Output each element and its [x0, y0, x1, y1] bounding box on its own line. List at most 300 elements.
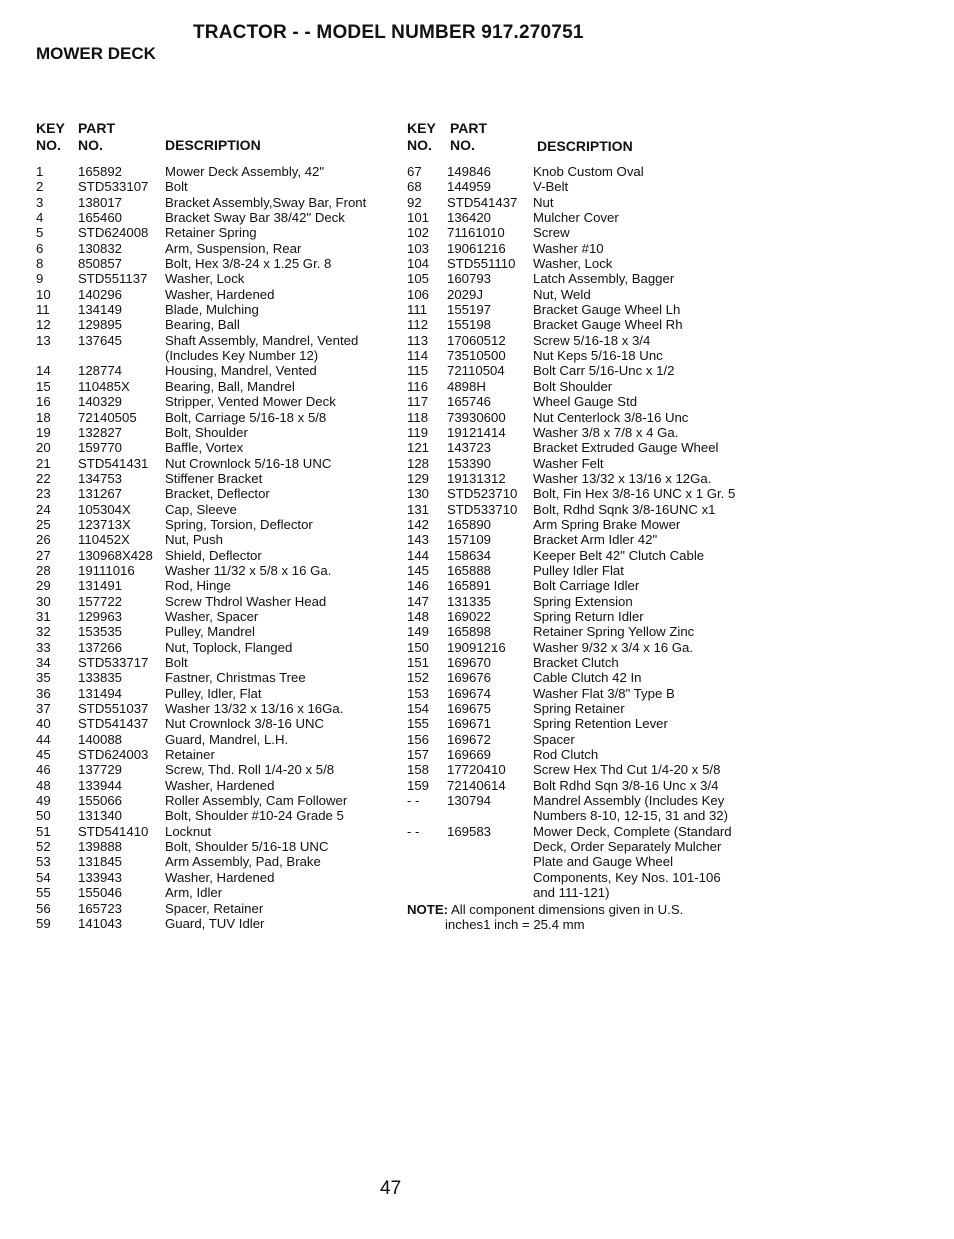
part-description: Bolt, Shoulder #10-24 Grade 5 [165, 808, 344, 824]
key-number: 153 [407, 685, 430, 701]
part-description: Washer, Lock [533, 256, 613, 272]
parts-row [36, 732, 396, 747]
key-number: 50 [36, 808, 51, 824]
key-number: 142 [407, 516, 430, 532]
key-number: 130 [407, 486, 430, 502]
parts-row [36, 440, 396, 455]
part-description: Spring Extension [533, 593, 633, 609]
part-description: Rod Clutch [533, 747, 599, 763]
parts-row [36, 287, 396, 302]
part-description: Mower Deck Assembly, 42" [165, 164, 325, 179]
key-number: 121 [407, 440, 430, 456]
parts-row [407, 195, 757, 210]
parts-row [407, 793, 757, 808]
parts-row [36, 317, 396, 332]
part-number: 169022 [447, 608, 492, 624]
part-description: Housing, Mandrel, Vented [165, 363, 317, 379]
key-number: 3 [36, 194, 44, 210]
key-number: 33 [36, 639, 51, 655]
parts-row [407, 348, 757, 363]
parts-row [407, 686, 757, 701]
part-number: STD551110 [447, 256, 516, 272]
parts-row [407, 716, 757, 731]
key-number: 13 [36, 332, 51, 348]
part-description: Guard, TUV Idler [165, 915, 265, 931]
part-number: 128774 [78, 363, 123, 379]
parts-row [407, 425, 757, 440]
key-number: 128 [407, 455, 430, 471]
key-number: 55 [36, 885, 51, 901]
part-description: Arm, Idler [165, 885, 223, 901]
part-number: 165460 [78, 210, 123, 226]
parts-row [36, 363, 396, 378]
key-number: 16 [36, 394, 51, 410]
parts-row [36, 333, 396, 348]
part-number: 72110504 [447, 363, 505, 379]
parts-row [407, 808, 757, 823]
key-number: 31 [36, 608, 51, 624]
part-number: 131335 [447, 593, 492, 609]
part-description: Numbers 8-10, 12-15, 31 and 32) [533, 808, 728, 824]
part-number: 131340 [78, 808, 123, 824]
header-key: KEY [36, 120, 65, 136]
parts-row [407, 701, 757, 716]
part-number: 165892 [78, 164, 123, 179]
part-description: Stripper, Vented Mower Deck [165, 394, 336, 410]
part-description: Pulley, Mandrel [165, 624, 255, 640]
key-number: 148 [407, 608, 430, 624]
part-description: Nut [533, 194, 554, 210]
part-number: 133943 [78, 869, 123, 885]
key-number: 117 [407, 394, 429, 410]
key-number: - - [407, 793, 420, 809]
part-number: 160793 [447, 271, 492, 287]
part-number: 19111016 [78, 562, 135, 578]
parts-row [36, 854, 396, 869]
key-number: 36 [36, 685, 51, 701]
parts-row [36, 793, 396, 808]
part-number: 155198 [447, 317, 492, 333]
key-number: 147 [407, 593, 430, 609]
parts-row [407, 532, 757, 547]
part-description: Bracket Sway Bar 38/42" Deck [165, 210, 345, 226]
parts-row [36, 701, 396, 716]
part-description: Bracket Arm Idler 42" [533, 532, 658, 548]
part-description: Mandrel Assembly (Includes Key [533, 793, 725, 809]
key-number: 6 [36, 240, 44, 256]
parts-row [407, 870, 757, 885]
part-number: 159770 [78, 440, 123, 456]
part-description: Shield, Deflector [165, 547, 262, 563]
part-description: Bolt Rdhd Sqn 3/8-16 Unc x 3/4 [533, 777, 719, 793]
part-description: Components, Key Nos. 101-106 [533, 869, 721, 885]
part-description: Screw Thdrol Washer Head [165, 593, 327, 609]
key-number: 18 [36, 409, 51, 425]
part-description: Spacer, Retainer [165, 900, 264, 916]
parts-row [36, 379, 396, 394]
part-description: Washer 13/32 x 13/16 x 12Ga. [533, 470, 712, 486]
part-number: 169675 [447, 701, 492, 717]
parts-row [36, 302, 396, 317]
part-description: Washer, Spacer [165, 608, 259, 624]
key-number: 32 [36, 624, 51, 640]
part-number: 169672 [447, 731, 492, 747]
part-number: 19091216 [447, 639, 506, 655]
part-description: Stiffener Bracket [165, 470, 263, 486]
part-number: 19061216 [447, 240, 506, 256]
part-number: 73930600 [447, 409, 506, 425]
part-number: 123713X [78, 516, 131, 532]
key-number: 37 [36, 701, 51, 717]
parts-row [407, 410, 757, 425]
parts-row [36, 655, 396, 670]
part-description: Roller Assembly, Cam Follower [165, 793, 348, 809]
part-description: Bolt, Fin Hex 3/8-16 UNC x 1 Gr. 5 [533, 486, 736, 502]
parts-row [407, 594, 757, 609]
part-description: Washer 13/32 x 13/16 x 16Ga. [165, 701, 344, 717]
part-number: 129963 [78, 608, 123, 624]
header-part-no-right: NO. [450, 137, 475, 153]
key-number: 116 [407, 378, 429, 394]
key-number: 54 [36, 869, 51, 885]
key-number: 44 [36, 731, 51, 747]
parts-row [36, 901, 396, 916]
part-number: 165723 [78, 900, 123, 916]
part-number: 136420 [447, 210, 492, 226]
key-number: 5 [36, 225, 44, 241]
key-number: 157 [407, 747, 430, 763]
part-description: Rod, Hinge [165, 578, 231, 594]
parts-row [407, 854, 757, 869]
parts-row [407, 563, 757, 578]
part-description: Screw 5/16-18 x 3/4 [533, 332, 651, 348]
parts-row [36, 686, 396, 701]
part-description: Washer #10 [533, 240, 604, 256]
key-number: 159 [407, 777, 430, 793]
parts-row [407, 486, 757, 501]
parts-row [407, 548, 757, 563]
key-number: 45 [36, 747, 51, 763]
parts-row [407, 363, 757, 378]
part-description: Bracket, Deflector [165, 486, 270, 502]
header-part-no: NO. [78, 137, 103, 153]
part-description: Locknut [165, 823, 212, 839]
parts-row [407, 302, 757, 317]
parts-row [36, 640, 396, 655]
part-description: Nut, Weld [533, 286, 591, 302]
key-number: 131 [407, 501, 430, 517]
part-number: 155197 [447, 302, 492, 318]
parts-row [407, 164, 757, 179]
part-description: Mower Deck, Complete (Standard [533, 823, 732, 839]
part-number: 73510500 [447, 348, 506, 364]
key-number: 23 [36, 486, 51, 502]
parts-row [36, 824, 396, 839]
part-number: 19121414 [447, 424, 506, 440]
part-description: Washer 9/32 x 3/4 x 16 Ga. [533, 639, 694, 655]
key-number: 24 [36, 501, 51, 517]
part-description: Bolt Carr 5/16-Unc x 1/2 [533, 363, 675, 379]
key-number: 144 [407, 547, 430, 563]
part-number: 157109 [447, 532, 492, 548]
key-number: 52 [36, 839, 51, 855]
key-number: 29 [36, 578, 51, 594]
parts-row [36, 548, 396, 563]
part-description: Bracket Clutch [533, 655, 619, 670]
part-description: Washer, Hardened [165, 286, 275, 302]
part-number: 169674 [447, 685, 492, 701]
parts-row [36, 870, 396, 885]
parts-row [36, 916, 396, 931]
key-number: 115 [407, 363, 429, 379]
parts-row [36, 241, 396, 256]
part-description: Guard, Mandrel, L.H. [165, 731, 289, 747]
key-number: 112 [407, 317, 429, 333]
part-number: 138017 [78, 194, 123, 210]
part-description: Retainer [165, 747, 215, 763]
key-number: 11 [36, 302, 50, 318]
part-description: Retainer Spring [165, 225, 257, 241]
part-number: 72140505 [78, 409, 137, 425]
part-description: Deck, Order Separately Mulcher [533, 839, 722, 855]
part-number: 165746 [447, 394, 492, 410]
key-number: 4 [36, 210, 44, 226]
part-description: Nut, Toplock, Flanged [165, 639, 293, 655]
part-description: Arm, Suspension, Rear [165, 240, 302, 256]
part-number: STD551037 [78, 701, 149, 717]
part-description: Nut Crownlock 3/8-16 UNC [165, 716, 325, 732]
parts-row [36, 624, 396, 639]
part-description: Shaft Assembly, Mandrel, Vented [165, 332, 359, 348]
key-number: 129 [407, 470, 430, 486]
part-description: Bolt, Rdhd Sqnk 3/8-16UNC x1 [533, 501, 716, 517]
part-description: Nut Centerlock 3/8-16 Unc [533, 409, 689, 425]
part-number: 140329 [78, 394, 123, 410]
parts-row [407, 287, 757, 302]
part-number: 153390 [447, 455, 492, 471]
parts-row [36, 670, 396, 685]
key-number: 51 [36, 823, 51, 839]
part-description: Fastner, Christmas Tree [165, 670, 306, 686]
header-key-right: KEY [407, 120, 436, 136]
parts-row [36, 778, 396, 793]
part-number: 140296 [78, 286, 123, 302]
part-number: 169676 [447, 670, 492, 686]
part-number: 169669 [447, 747, 492, 763]
note-label: NOTE: [407, 902, 449, 917]
part-description: Spacer [533, 731, 575, 747]
part-description: Bracket Extruded Gauge Wheel [533, 440, 719, 456]
part-number: 133944 [78, 777, 123, 793]
key-number: 1 [36, 164, 44, 179]
part-number: STD624003 [78, 747, 149, 763]
parts-row [407, 256, 757, 271]
parts-row [407, 179, 757, 194]
key-number: 56 [36, 900, 51, 916]
parts-row [407, 394, 757, 409]
key-number: 15 [36, 378, 51, 394]
key-number: 20 [36, 440, 51, 456]
part-number: 140088 [78, 731, 123, 747]
parts-row [36, 578, 396, 593]
part-number: 137645 [78, 332, 123, 348]
part-number: 2029J [447, 286, 483, 302]
key-number: 67 [407, 164, 422, 179]
part-number: 165891 [447, 578, 492, 594]
part-number: 17060512 [447, 332, 506, 348]
part-description: Bracket Gauge Wheel Rh [533, 317, 683, 333]
key-number: 27 [36, 547, 51, 563]
key-number: 111 [407, 302, 428, 318]
parts-row [36, 762, 396, 777]
part-description: Latch Assembly, Bagger [533, 271, 675, 287]
note-text-line2: inches1 inch = 25.4 mm [445, 917, 585, 933]
parts-row [407, 655, 757, 670]
key-number: 114 [407, 348, 429, 364]
part-number: 72140614 [447, 777, 506, 793]
part-description: Washer, Hardened [165, 777, 275, 793]
part-number: 169671 [447, 716, 492, 732]
part-description: Cable Clutch 42 In [533, 670, 642, 686]
part-number: 132827 [78, 424, 123, 440]
key-number: 158 [407, 762, 430, 778]
parts-row [36, 839, 396, 854]
part-description: Knob Custom Oval [533, 164, 644, 179]
part-number: STD541410 [78, 823, 149, 839]
page-title: TRACTOR - - MODEL NUMBER 917.270751 [193, 22, 584, 43]
part-description: Spring Retention Lever [533, 716, 668, 732]
part-number: STD541437 [78, 716, 149, 732]
part-number: 130832 [78, 240, 123, 256]
part-description: Washer 11/32 x 5/8 x 16 Ga. [165, 562, 332, 578]
key-number: 106 [407, 286, 430, 302]
part-number: 155066 [78, 793, 123, 809]
note-text-line1: All component dimensions given in U.S. [448, 902, 684, 917]
parts-row [36, 394, 396, 409]
part-number: 71161010 [447, 225, 505, 241]
key-number: 119 [407, 424, 429, 440]
part-description: Nut, Push [165, 532, 223, 548]
key-number: 35 [36, 670, 51, 686]
part-number: 131267 [78, 486, 123, 502]
part-number: 17720410 [447, 762, 506, 778]
parts-row [36, 563, 396, 578]
key-number: 25 [36, 516, 51, 532]
key-number: 34 [36, 655, 51, 670]
part-number: 149846 [447, 164, 492, 179]
key-number: 154 [407, 701, 430, 717]
part-description: Mulcher Cover [533, 210, 619, 226]
parts-row [407, 379, 757, 394]
parts-row [407, 732, 757, 747]
key-number: 26 [36, 532, 51, 548]
header-description: DESCRIPTION [165, 137, 261, 153]
key-number: 150 [407, 639, 430, 655]
parts-list-right [407, 164, 757, 901]
part-number: 133835 [78, 670, 123, 686]
part-description: Washer Flat 3/8" Type B [533, 685, 675, 701]
part-description: Bolt Shoulder [533, 378, 613, 394]
part-description: Nut Keps 5/16-18 Unc [533, 348, 663, 364]
parts-row [36, 716, 396, 731]
part-description: Pulley, Idler, Flat [165, 685, 262, 701]
parts-row [36, 502, 396, 517]
key-number: - - [407, 823, 420, 839]
header-key-no-right: NO. [407, 137, 432, 153]
parts-row [407, 609, 757, 624]
part-number: 165890 [447, 516, 492, 532]
header-key-no: NO. [36, 137, 61, 153]
parts-row [407, 271, 757, 286]
part-description: and 111-121) [533, 885, 610, 901]
part-number: 143723 [447, 440, 492, 456]
parts-row [407, 456, 757, 471]
parts-row [36, 609, 396, 624]
key-number: 21 [36, 455, 51, 471]
part-description: Pulley Idler Flat [533, 562, 624, 578]
key-number: 151 [407, 655, 430, 670]
part-number: STD624008 [78, 225, 149, 241]
key-number: 14 [36, 363, 51, 379]
key-number: 68 [407, 179, 422, 195]
part-number: STD523710 [447, 486, 518, 502]
parts-row [36, 271, 396, 286]
parts-row [407, 747, 757, 762]
parts-row [407, 333, 757, 348]
part-description: Screw [533, 225, 570, 241]
part-number: 157722 [78, 593, 123, 609]
part-description: Washer, Hardened [165, 869, 275, 885]
part-description: Bolt [165, 179, 188, 195]
part-description: Arm Spring Brake Mower [533, 516, 681, 532]
part-number: 158634 [447, 547, 492, 563]
part-number: 131845 [78, 854, 123, 870]
part-description: Bracket Assembly,Sway Bar, Front [165, 194, 367, 210]
part-number: STD533710 [447, 501, 518, 517]
part-description: Bolt Carriage Idler [533, 578, 640, 594]
part-description: Keeper Belt 42" Clutch Cable [533, 547, 705, 563]
parts-row [407, 502, 757, 517]
part-description: Screw, Thd. Roll 1/4-20 x 5/8 [165, 762, 335, 778]
key-number: 59 [36, 915, 51, 931]
part-description: Bolt, Shoulder 5/16-18 UNC [165, 839, 329, 855]
parts-row [36, 425, 396, 440]
part-number: 153535 [78, 624, 123, 640]
parts-row [36, 532, 396, 547]
section-title: MOWER DECK [36, 44, 156, 63]
part-number: 169670 [447, 655, 492, 670]
key-number: 40 [36, 716, 51, 732]
key-number: 113 [407, 332, 429, 348]
parts-row [36, 225, 396, 240]
key-number: 12 [36, 317, 51, 333]
key-number: 101 [407, 210, 430, 226]
part-number: 134149 [78, 302, 123, 318]
parts-row [407, 210, 757, 225]
key-number: 149 [407, 624, 430, 640]
part-description: Bolt, Carriage 5/16-18 x 5/8 [165, 409, 327, 425]
part-number: 105304X [78, 501, 131, 517]
key-number: 9 [36, 271, 44, 287]
parts-row [36, 348, 396, 363]
part-number: 165898 [447, 624, 492, 640]
key-number: 105 [407, 271, 430, 287]
part-description: Retainer Spring Yellow Zinc [533, 624, 695, 640]
part-number: STD533717 [78, 655, 149, 670]
part-description: Bracket Gauge Wheel Lh [533, 302, 681, 318]
key-number: 8 [36, 256, 44, 272]
part-number: 137266 [78, 639, 123, 655]
